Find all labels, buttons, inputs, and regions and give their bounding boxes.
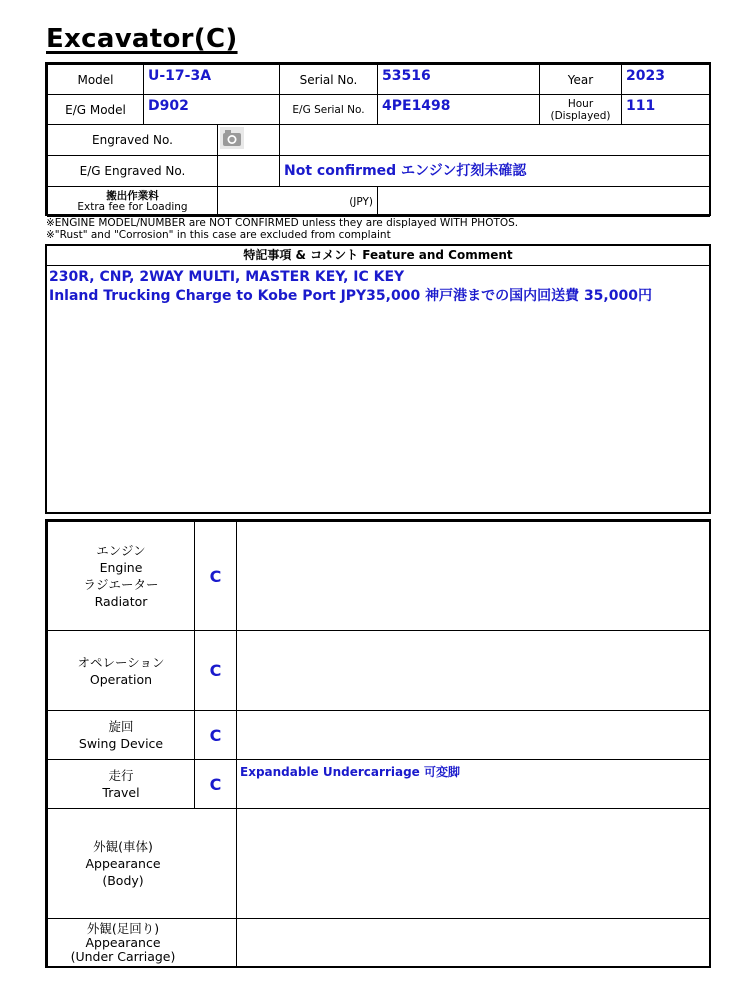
comment-operation <box>237 631 710 711</box>
extra-fee-label-jp: 搬出作業料 <box>106 189 159 202</box>
table-row <box>48 919 710 967</box>
camera-icon <box>220 127 242 145</box>
extra-fee-unit-text: (JPY) <box>349 195 373 208</box>
table-row <box>48 522 710 631</box>
table-row <box>48 711 710 760</box>
category-en: Swing Device <box>78 736 164 751</box>
comment-appearance-undercarriage <box>237 919 710 967</box>
hour-label <box>540 95 622 125</box>
category-appearance-body <box>48 809 237 919</box>
model-label: Model <box>48 65 144 95</box>
hour-value: 111 <box>622 95 710 125</box>
table-row <box>48 809 710 919</box>
feature-header: 特記事項 & コメント Feature and Comment <box>47 246 709 266</box>
extra-fee-unit <box>218 187 378 217</box>
engraved-photo-cell <box>218 125 280 156</box>
note-rust: ※"Rust" and "Corrosion" in this case are excluded from complaint <box>46 229 391 241</box>
category-en: Appearance <box>85 934 161 950</box>
eg-serial-label: E/G Serial No. <box>280 95 378 125</box>
comment-swing <box>237 711 710 760</box>
inspection-table <box>45 519 711 968</box>
table-row <box>48 760 710 809</box>
category-en: Engine <box>99 560 143 575</box>
category-jp: 外観(足回り) <box>86 920 160 936</box>
category-appearance-undercarriage <box>48 919 237 967</box>
comment-engine <box>237 522 710 631</box>
hour-label-line2: (Displayed) <box>550 109 611 122</box>
eg-model-value: D902 <box>144 95 280 125</box>
grade-travel: C <box>195 760 237 809</box>
grade-swing: C <box>195 711 237 760</box>
grade-engine: C <box>195 522 237 631</box>
category-travel <box>48 760 195 809</box>
notes <box>46 217 518 241</box>
comment-appearance-body <box>237 809 710 919</box>
category-engine <box>48 522 195 631</box>
category-jp: 走行 <box>108 768 134 783</box>
engraved-label: Engraved No. <box>48 125 218 156</box>
extra-fee-label <box>48 187 218 217</box>
category-operation <box>48 631 195 711</box>
category-en2: (Body) <box>102 873 144 888</box>
feature-line-1: 230R, CNP, 2WAY MULTI, MASTER KEY, IC KEY <box>49 269 405 285</box>
year-value: 2023 <box>622 65 710 95</box>
feature-body <box>47 266 709 308</box>
serial-value: 53516 <box>378 65 540 95</box>
category-en: Appearance <box>85 856 161 871</box>
model-value: U-17-3A <box>144 65 280 95</box>
extra-fee-label-en: Extra fee for Loading <box>77 200 188 213</box>
feature-comment-box <box>45 244 711 514</box>
category-jp: 旋回 <box>108 719 134 734</box>
eg-engraved-photo-cell <box>218 156 280 187</box>
category-jp: エンジン <box>96 543 146 558</box>
serial-label: Serial No. <box>280 65 378 95</box>
eg-engraved-label: E/G Engraved No. <box>48 156 218 187</box>
category-en: Operation <box>89 671 153 687</box>
category-jp2: ラジエーター <box>83 577 159 592</box>
category-en2: (Under Carriage) <box>70 948 176 964</box>
hour-label-line1: Hour <box>567 97 594 110</box>
eg-model-label: E/G Model <box>48 95 144 125</box>
eg-serial-value: 4PE1498 <box>378 95 540 125</box>
extra-fee-value <box>378 187 710 217</box>
category-en: Travel <box>102 785 140 800</box>
category-jp: オペレーション <box>77 654 165 670</box>
category-swing <box>48 711 195 760</box>
year-label: Year <box>540 65 622 95</box>
category-jp: 外観(車体) <box>93 839 153 854</box>
spec-table <box>45 62 711 216</box>
page-title: Excavator(C) <box>46 24 238 54</box>
eg-engraved-value: Not confirmed エンジン打刻未確認 <box>280 156 710 187</box>
comment-travel: Expandable Undercarriage 可変脚 <box>237 760 710 809</box>
grade-operation: C <box>195 631 237 711</box>
feature-line-2: Inland Trucking Charge to Kobe Port JPY35,000 神戸港までの国内回送費 35,000円 <box>49 288 652 304</box>
category-en2: Radiator <box>94 594 148 609</box>
note-engine: ※ENGINE MODEL/NUMBER are NOT CONFIRMED unless they are displayed WITH PHOTOS. <box>46 217 519 229</box>
table-row <box>48 631 710 711</box>
engraved-value-cell <box>280 125 710 156</box>
